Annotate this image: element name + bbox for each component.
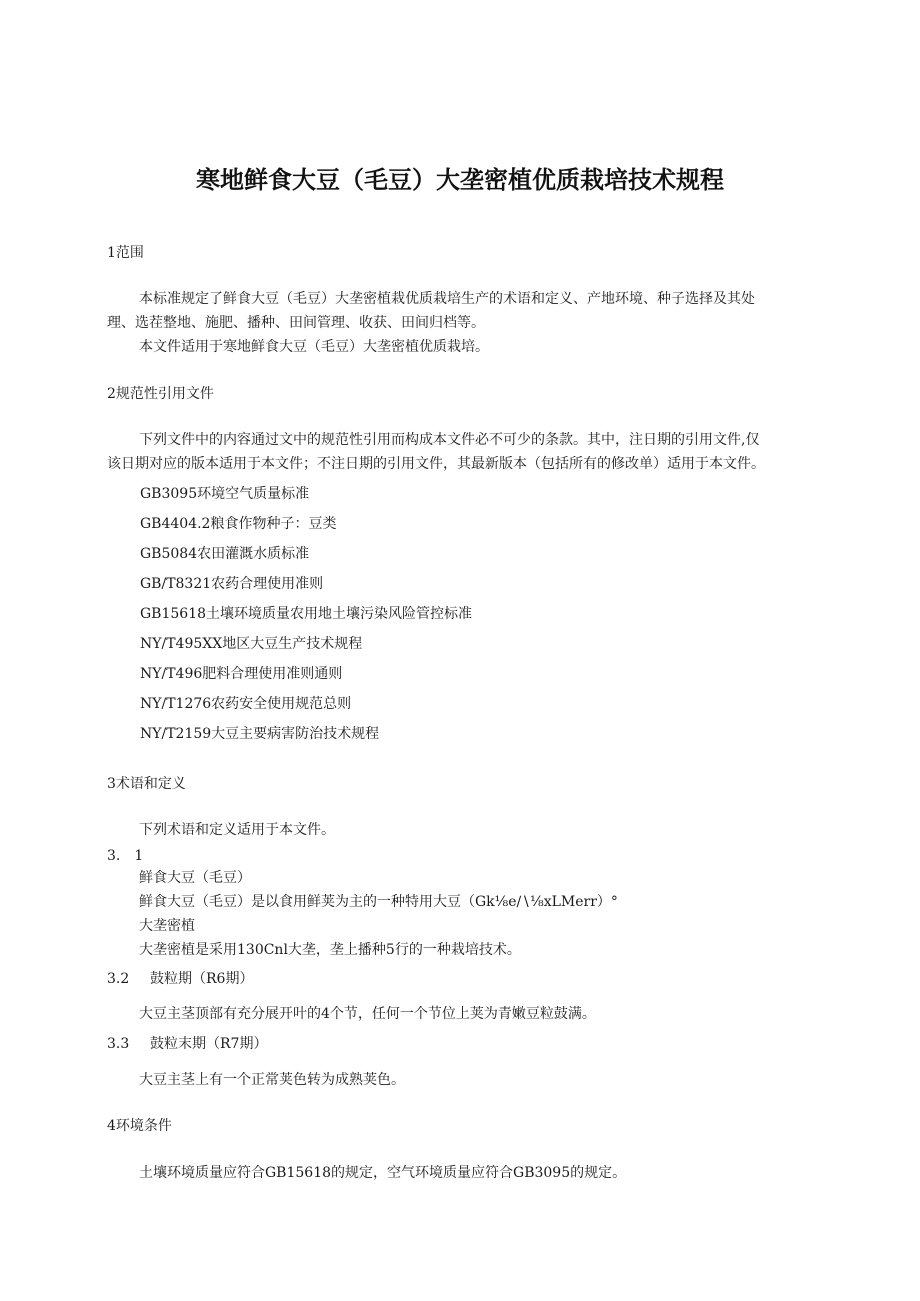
term-number: 3.3 [107, 1036, 130, 1052]
terms-intro: 下列术语和定义适用于本文件。 [139, 822, 335, 838]
reference-item: NY/T2159大豆主要病害防治技术规程 [140, 726, 380, 742]
section-heading-normative-references: 2规范性引用文件 [107, 386, 214, 402]
references-paragraph-line-1: 下列文件中的内容通过文中的规范性引用而构成本文件必不可少的条款。其中，注日期的引用文件,仅 [139, 432, 760, 448]
term-name: 鲜食大豆（毛豆） [139, 870, 251, 886]
reference-item: GB3095环境空气质量标准 [140, 486, 310, 502]
reference-item: GB5084农田灌溉水质标准 [140, 546, 310, 562]
reference-item: GB4404.2粮食作物种子：豆类 [140, 516, 337, 532]
document-title: 寒地鲜食大豆（毛豆）大垄密植优质栽培技术规程 [196, 166, 724, 194]
term-definition: 鲜食大豆（毛豆）是以食用鲜荚为主的一种特用大豆（Gk⅛e∕∖⅛xLMerr）° [139, 894, 618, 910]
scope-paragraph-line-2: 理、选茬整地、施肥、播种、田间管理、收获、田间归档等。 [107, 315, 485, 331]
scope-applicability: 本文件适用于寒地鲜食大豆（毛豆）大垄密植优质栽培。 [139, 339, 489, 355]
environment-paragraph: 土壤环境质量应符合GB15618的规定，空气环境质量应符合GB3095的规定。 [139, 1165, 627, 1181]
section-heading-scope: 1范围 [107, 245, 144, 261]
term-definition: 大豆主茎上有一个正常荚色转为成熟荚色。 [139, 1072, 405, 1088]
term-name: 鼓粒末期（R7期） [150, 1036, 268, 1052]
reference-item: GB/T8321农药合理使用准则 [140, 576, 324, 592]
references-paragraph-line-2: 该日期对应的版本适用于本文件；不注日期的引用文件，其最新版本（包括所有的修改单）适用于本文件。 [107, 456, 765, 472]
term-name: 鼓粒期（R6期） [150, 971, 254, 987]
reference-item: GB15618土壤环境质量农用地土壤污染风险管控标准 [140, 606, 473, 622]
term-name: 大垄密植 [139, 918, 195, 934]
scope-paragraph-line-1: 本标准规定了鲜食大豆（毛豆）大垄密植栽优质栽培生产的术语和定义、产地环境、种子选择及其处 [139, 291, 755, 307]
reference-item: NY/T495XX地区大豆生产技术规程 [140, 636, 363, 652]
reference-item: NY/T1276农药安全使用规范总则 [140, 696, 352, 712]
term-definition: 大豆主茎顶部有充分展开叶的4个节，任何一个节位上荚为青嫩豆粒鼓满。 [139, 1006, 596, 1022]
term-number: 3.2 [107, 971, 130, 987]
term-number: 3. 1 [107, 848, 144, 864]
reference-item: NY/T496肥料合理使用准则通则 [140, 666, 343, 682]
section-heading-environment: 4环境条件 [107, 1118, 172, 1134]
term-definition: 大垄密植是采用130Cnl大垄，垄上播种5行的一种栽培技术。 [139, 942, 521, 958]
section-heading-terms-definitions: 3术语和定义 [107, 776, 186, 792]
